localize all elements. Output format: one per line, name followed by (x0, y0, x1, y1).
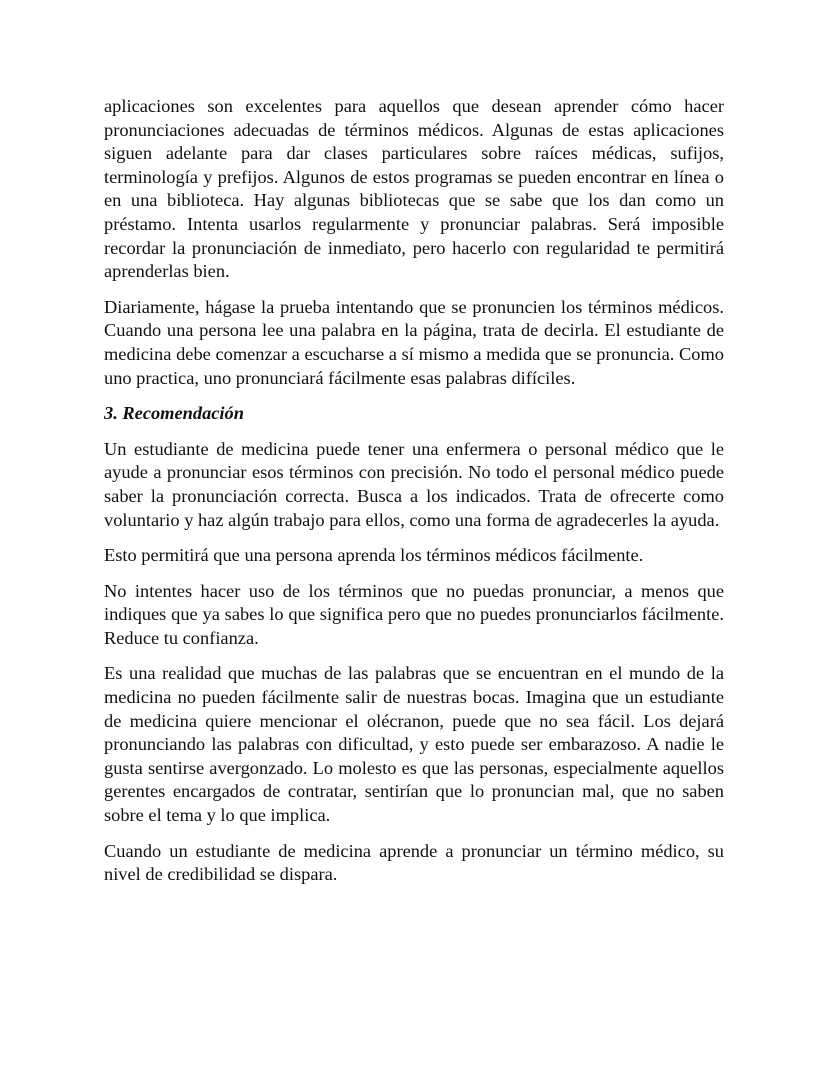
paragraph-credibility: Cuando un estudiante de medicina aprende a pronunciar un término médico, su nivel de credibilidad se dispara. (104, 840, 724, 885)
paragraph-learn-easily: Esto permitirá que una persona aprenda los términos médicos fácilmente. (104, 545, 644, 566)
paragraph-nurse-help: Un estudiante de medicina puede tener una enfermera o personal médico que le ayude a pronunciar esos términos con precisión. No todo el personal médico puede saber la pronunciación correcta. Busca a los indicados. Trata de ofrecerte como voluntario y haz algún trabajo para ellos, como una forma de agradecerles la ayuda. (104, 438, 724, 530)
paragraph-reality: Es una realidad que muchas de las palabras que se encuentran en el mundo de la medicina no pueden fácilmente salir de nuestras bocas. Imagina que un estudiante de medicina quiere mencionar el olécranon, puede que no sea fácil. Los dejará pronunciando las palabras con dificultad, y esto puede ser embarazoso. A nadie le gusta sentirse avergonzado. Lo molesto es que las personas, especialmente aquellos gerentes encargados de contratar, sentirían que lo pronuncian mal, que no saben sobre el tema y lo que implica. (104, 663, 724, 826)
document-page (104, 95, 724, 899)
paragraph-daily-practice: Diariamente, hágase la prueba intentando que se pronuncien los términos médicos. Cuando una persona lee una palabra en la página, trata de decirla. El estudiante de medicina debe comenzar a escucharse a sí mismo a medida que se pronuncia. Como uno practica, uno pronunciará fácilmente esas palabras difíciles. (104, 296, 724, 388)
paragraph-apps: aplicaciones son excelentes para aquellos que desean aprender cómo hacer pronunciaciones adecuadas de términos médicos. Algunas de estas aplicaciones siguen adelante para dar clases particulares sobre raíces médicas, sufijos, terminología y prefijos. Algunos de estos programas se pueden encontrar en línea o en una biblioteca. Hay algunas bibliotecas que se sabe que los dan como un préstamo. Intenta usarlos regularmente y pronunciar palabras. Será imposible recordar la pronunciación de inmediato, pero hacerlo con regularidad te permitirá aprenderlas bien. (104, 96, 724, 282)
paragraph-avoid-terms: No intentes hacer uso de los términos que no puedas pronunciar, a menos que indiques que ya sabes lo que significa pero que no puedes pronunciarlos fácilmente. Reduce tu confianza. (104, 580, 724, 648)
section-heading: 3. Recomendación (104, 403, 244, 424)
